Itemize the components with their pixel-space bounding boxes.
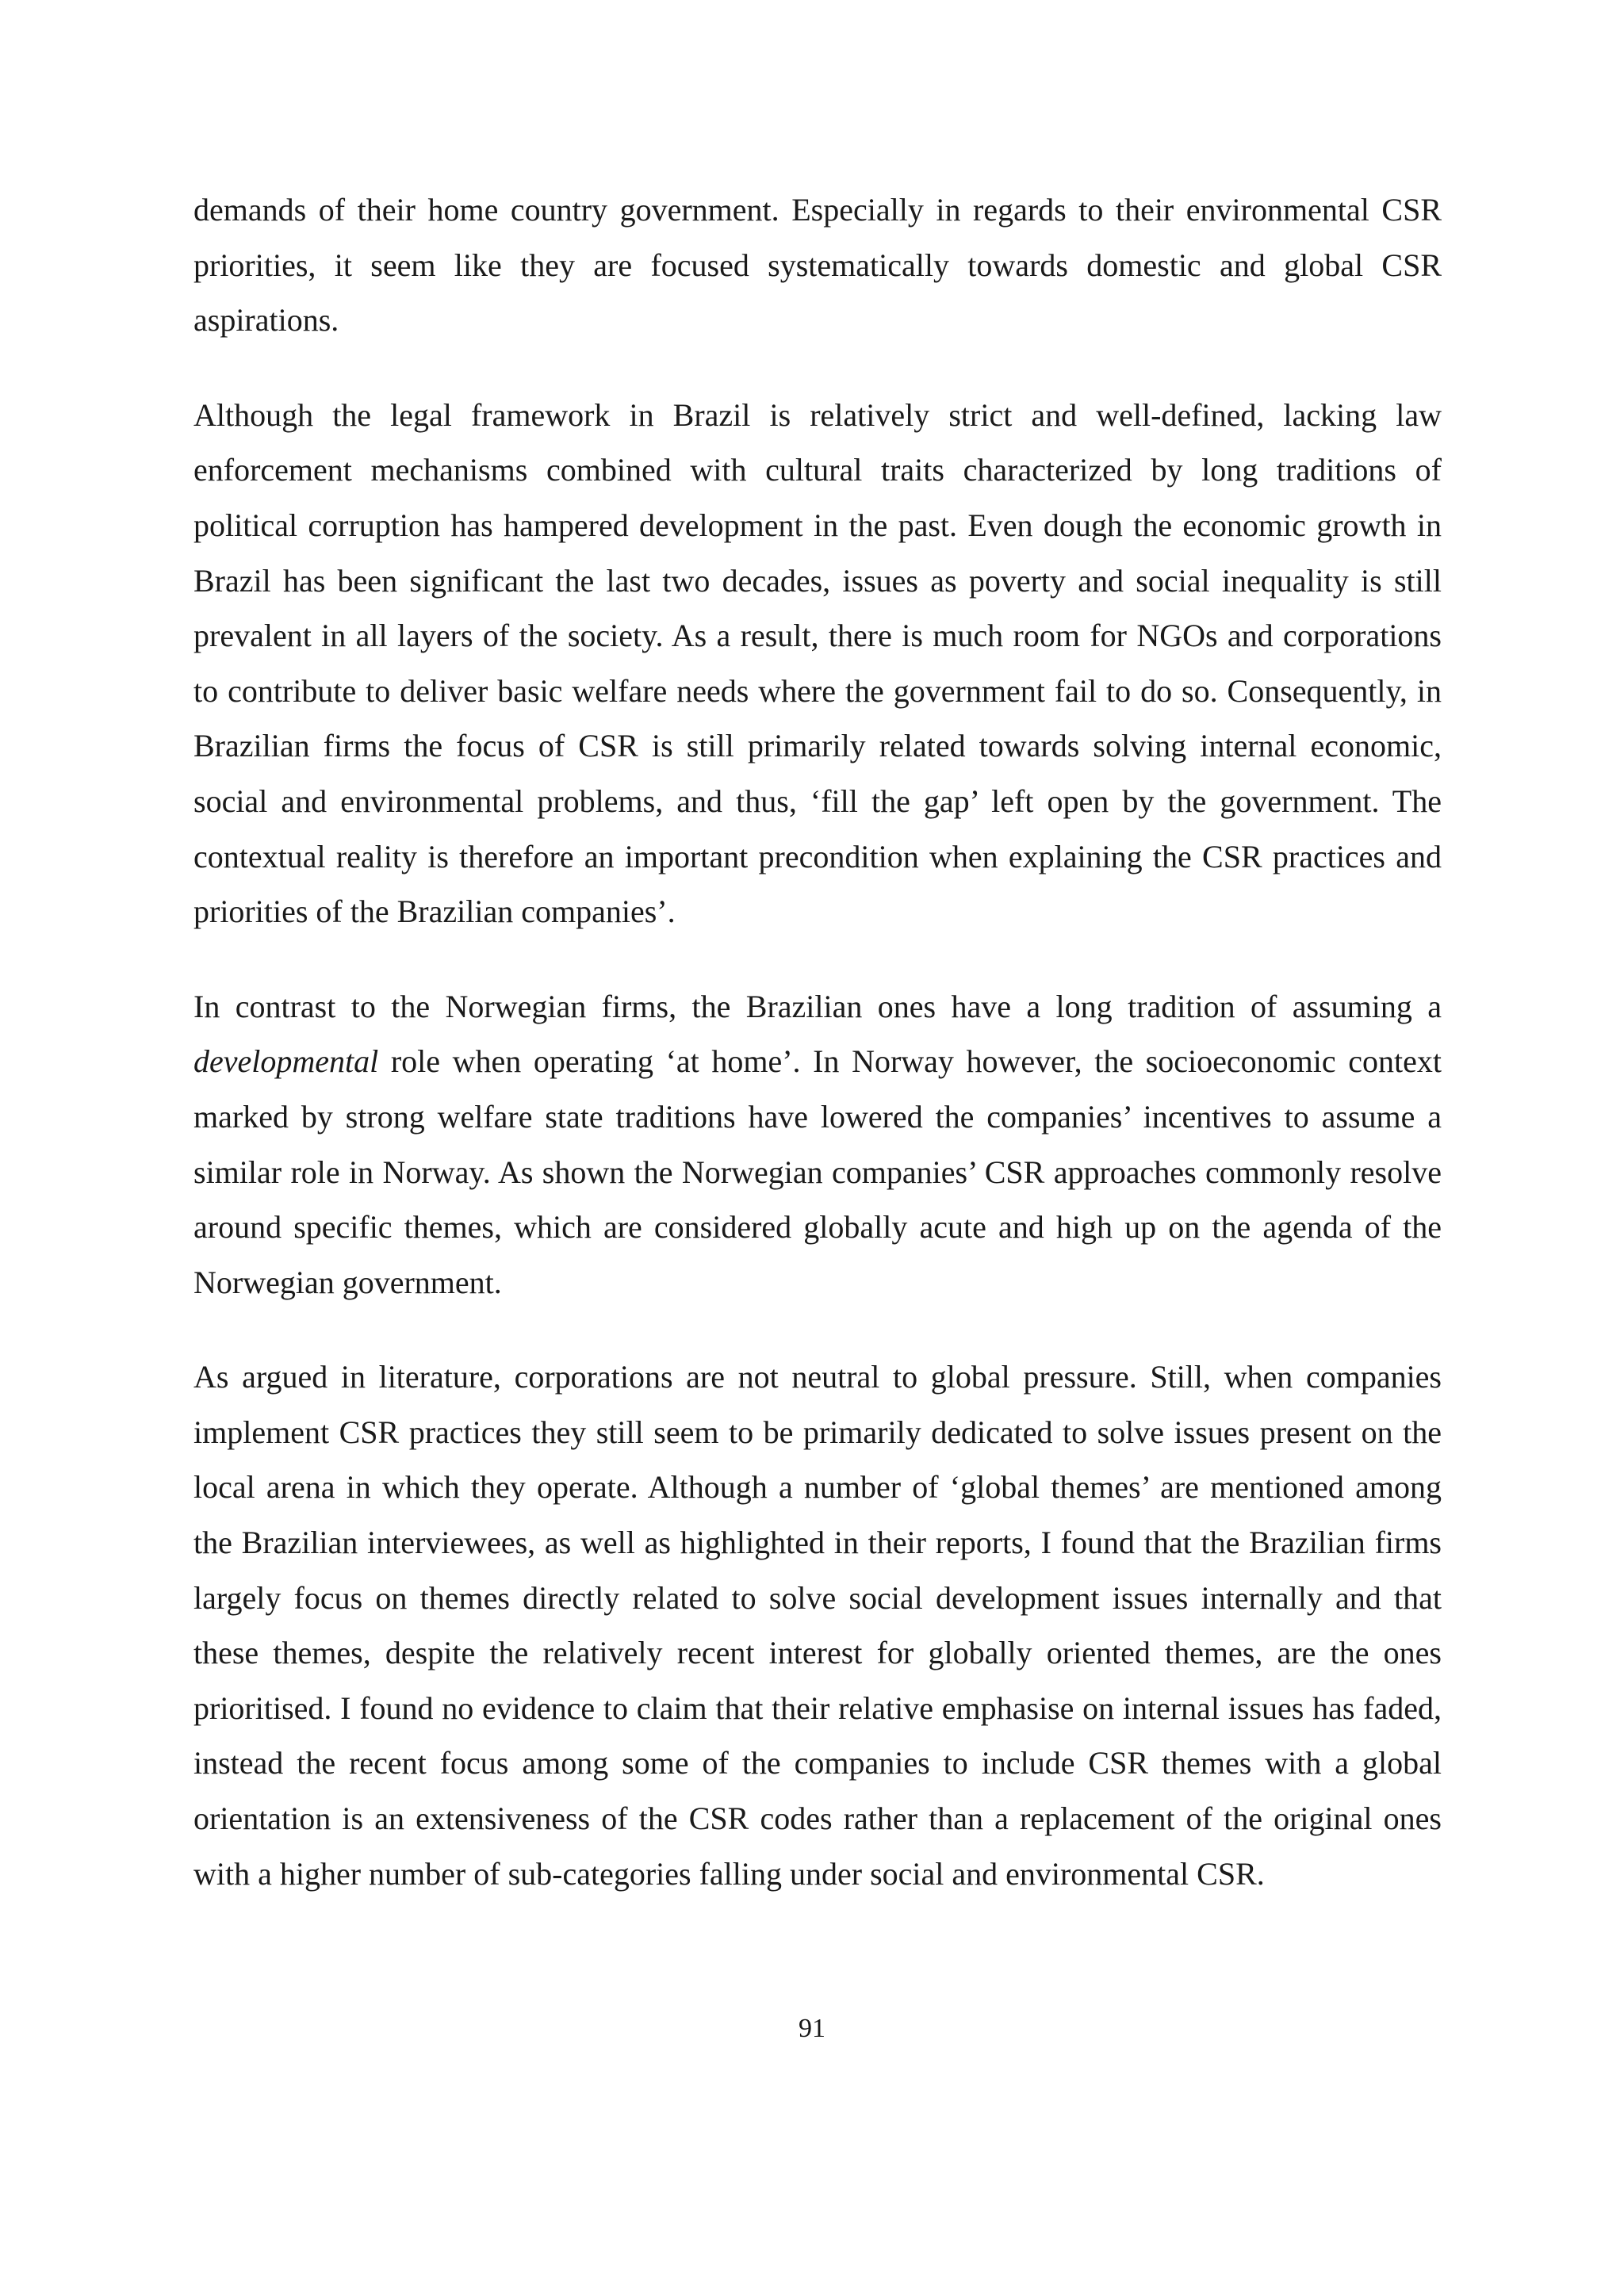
paragraph bbox=[193, 182, 1442, 348]
page-number: 91 bbox=[799, 2014, 825, 2043]
paragraph-text: role when operating ‘at home’. In Norway however, the socioeconomic context marked by strong welfare state traditions have lowered the companies’ incentives to assume a similar role in Norway. As shown the Norwegian companies’ CSR approaches commonly resolve around specific themes, which are considered globally acute and high up on the agenda of the Norwegian government. bbox=[193, 1043, 1442, 1300]
paragraph-text: demands of their home country government. Especially in regards to their environmental CSR priorities, it seem like they are focused systematically towards domestic and global CSR aspirations. bbox=[193, 192, 1442, 339]
paragraph bbox=[193, 388, 1442, 939]
paragraph bbox=[193, 979, 1442, 1311]
paragraph bbox=[193, 1349, 1442, 1901]
paragraph-text: In contrast to the Norwegian firms, the Brazilian ones have a long tradition of assuming a bbox=[193, 988, 1442, 1024]
document-body bbox=[193, 182, 1442, 1901]
emphasized-term: developmental bbox=[193, 1043, 379, 1080]
paragraph-text: As argued in literature, corporations are not neutral to global pressure. Still, when companies implement CSR practices they still seem to be primarily dedicated to solve issues present on the local arena in which they operate. Although a number of ‘global themes’ are mentioned among the Brazilian interviewees, as well as highlighted in their reports, I found that the Brazilian firms largely focus on themes directly related to solve social development issues internally and that these themes, despite the relatively recent interest for globally oriented themes, are the ones prioritised. I found no evidence to claim that their relative emphasise on internal issues has faded, instead the recent focus among some of the companies to include CSR themes with a global orientation is an extensiveness of the CSR codes rather than a replacement of the original ones with a higher number of sub-categories falling under social and environmental CSR. bbox=[193, 1359, 1442, 1892]
paragraph-text: Although the legal framework in Brazil is relatively strict and well-defined, lacking law enforcement mechanisms combined with cultural traits characterized by long traditions of political corruption has hampered development in the past. Even dough the economic growth in Brazil has been significant the last two decades, issues as poverty and social inequality is still prevalent in all layers of the society. As a result, there is much room for NGOs and corporations to contribute to deliver basic welfare needs where the government fail to do so. Consequently, in Brazilian firms the focus of CSR is still primarily related towards solving internal economic, social and environmental problems, and thus, ‘fill the gap’ left open by the government. The contextual reality is therefore an important precondition when explaining the CSR practices and priorities of the Brazilian companies’. bbox=[193, 396, 1442, 930]
